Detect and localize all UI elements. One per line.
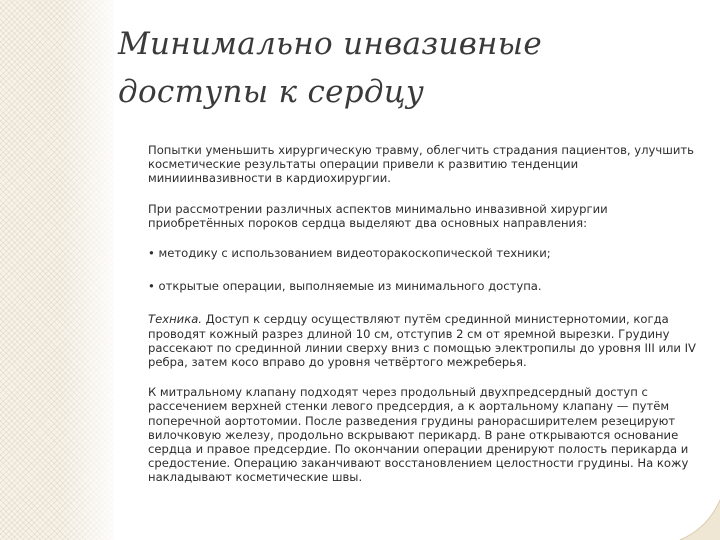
page-curl-icon	[674, 494, 720, 540]
slide-body	[148, 143, 696, 501]
technique-text: Доступ к сердцу осуществляют путём срединной министернотомии, когда проводят кожный разрез длиной 10 см, отступив 2 см от яремной вырезки. Грудину рассекают по срединной линии сверху вниз с помощью электропилы до уровня III или IV ребра, затем косо вправо до уровня четвёртого межреберья.	[148, 312, 696, 370]
decorative-hatch-fade	[60, 0, 114, 540]
slide-title-line-1: Минимально инвазивные	[118, 26, 542, 62]
directions-paragraph: При рассмотрении различных аспектов минимально инвазивной хирургии приобретённых пороков сердца выделяют два основных направления:	[148, 201, 608, 230]
intro-paragraph: Попытки уменьшить хирургическую травму, облегчить страдания пациентов, улучшить косметические результаты операции привели к развитию тенденции минииинвазивности в кардиохирургии.	[148, 143, 694, 186]
slide-title-line-2: доступы к сердцу	[118, 74, 425, 110]
valve-access-paragraph: К митральному клапану подходят через продольный двухпредсердный доступ с рассечением верхней стенки левого предсердия, а к аортальному клапану — путём поперечной аортотомии. После разведения грудины ранорасширителем резецируют вилочковую железу, продольно вскрывают перикард. В ране открываются основание сердца и правое предсердие. По окончании операции дренируют полость перикарда и средостение. Операцию заканчивают восстановлением целостности грудины. На кожу накладывают косметические швы.	[148, 385, 689, 485]
slide-title	[118, 20, 678, 116]
technique-paragraph	[148, 312, 696, 369]
bullet-item-videothoracoscopic: • методику с использованием видеоторакоскопической техники;	[148, 246, 551, 261]
technique-label: Техника.	[148, 312, 202, 327]
bullet-item-open-surgery: • открытые операции, выполняемые из минимального доступа.	[148, 279, 542, 294]
